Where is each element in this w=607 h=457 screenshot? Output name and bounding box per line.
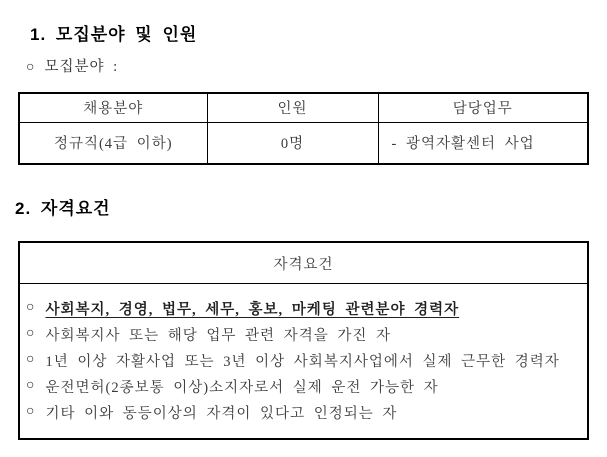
col-header-count: 인원 (207, 93, 378, 122)
qualifications-table-header: 자격요건 (20, 243, 587, 284)
section1-subline (26, 57, 118, 78)
qualifications-table (18, 241, 589, 440)
qualification-text-emphasis: 사회복지, 경영, 법무, 세무, 홍보, 마케팅 관련분야 경력자 (45, 301, 460, 318)
cell-field: 정규직(4급 이하) (19, 122, 207, 164)
list-item (26, 373, 581, 399)
list-item (26, 321, 581, 347)
table-row (19, 122, 588, 164)
col-header-field: 채용분야 (19, 93, 207, 122)
section1-heading: 1. 모집분야 및 인원 (30, 25, 198, 44)
section2-heading: 2. 자격요건 (15, 199, 111, 218)
qualifications-list (20, 284, 587, 425)
circle-bullet-icon: ○ (26, 378, 36, 393)
qualification-text: 사회복지사 또는 해당 업무 관련 자격을 가진 자 (45, 327, 391, 344)
col-header-duty: 담당업무 (378, 93, 588, 122)
cell-count: 0명 (207, 122, 378, 164)
qualification-text: 기타 이와 동등이상의 자격이 있다고 인정되는 자 (45, 405, 398, 422)
circle-bullet-icon: ○ (26, 352, 36, 367)
circle-bullet-icon: ○ (26, 404, 36, 419)
circle-bullet-icon: ○ (26, 326, 36, 341)
circle-bullet-icon: ○ (26, 300, 36, 315)
list-item (26, 295, 581, 321)
list-item (26, 347, 581, 373)
recruitment-table (18, 92, 589, 165)
qualification-text: 1년 이상 자활사업 또는 3년 이상 사회복지사업에서 실제 근무한 경력자 (45, 353, 560, 370)
section1-sublabel: 모집분야 : (44, 59, 119, 75)
qualification-text: 운전면허(2종보통 이상)소지자로서 실제 운전 가능한 자 (45, 379, 439, 396)
recruitment-table-header-row (19, 93, 588, 122)
circle-bullet-icon: ○ (26, 60, 36, 75)
cell-duty: - 광역자활센터 사업 (378, 122, 588, 164)
list-item (26, 399, 581, 425)
